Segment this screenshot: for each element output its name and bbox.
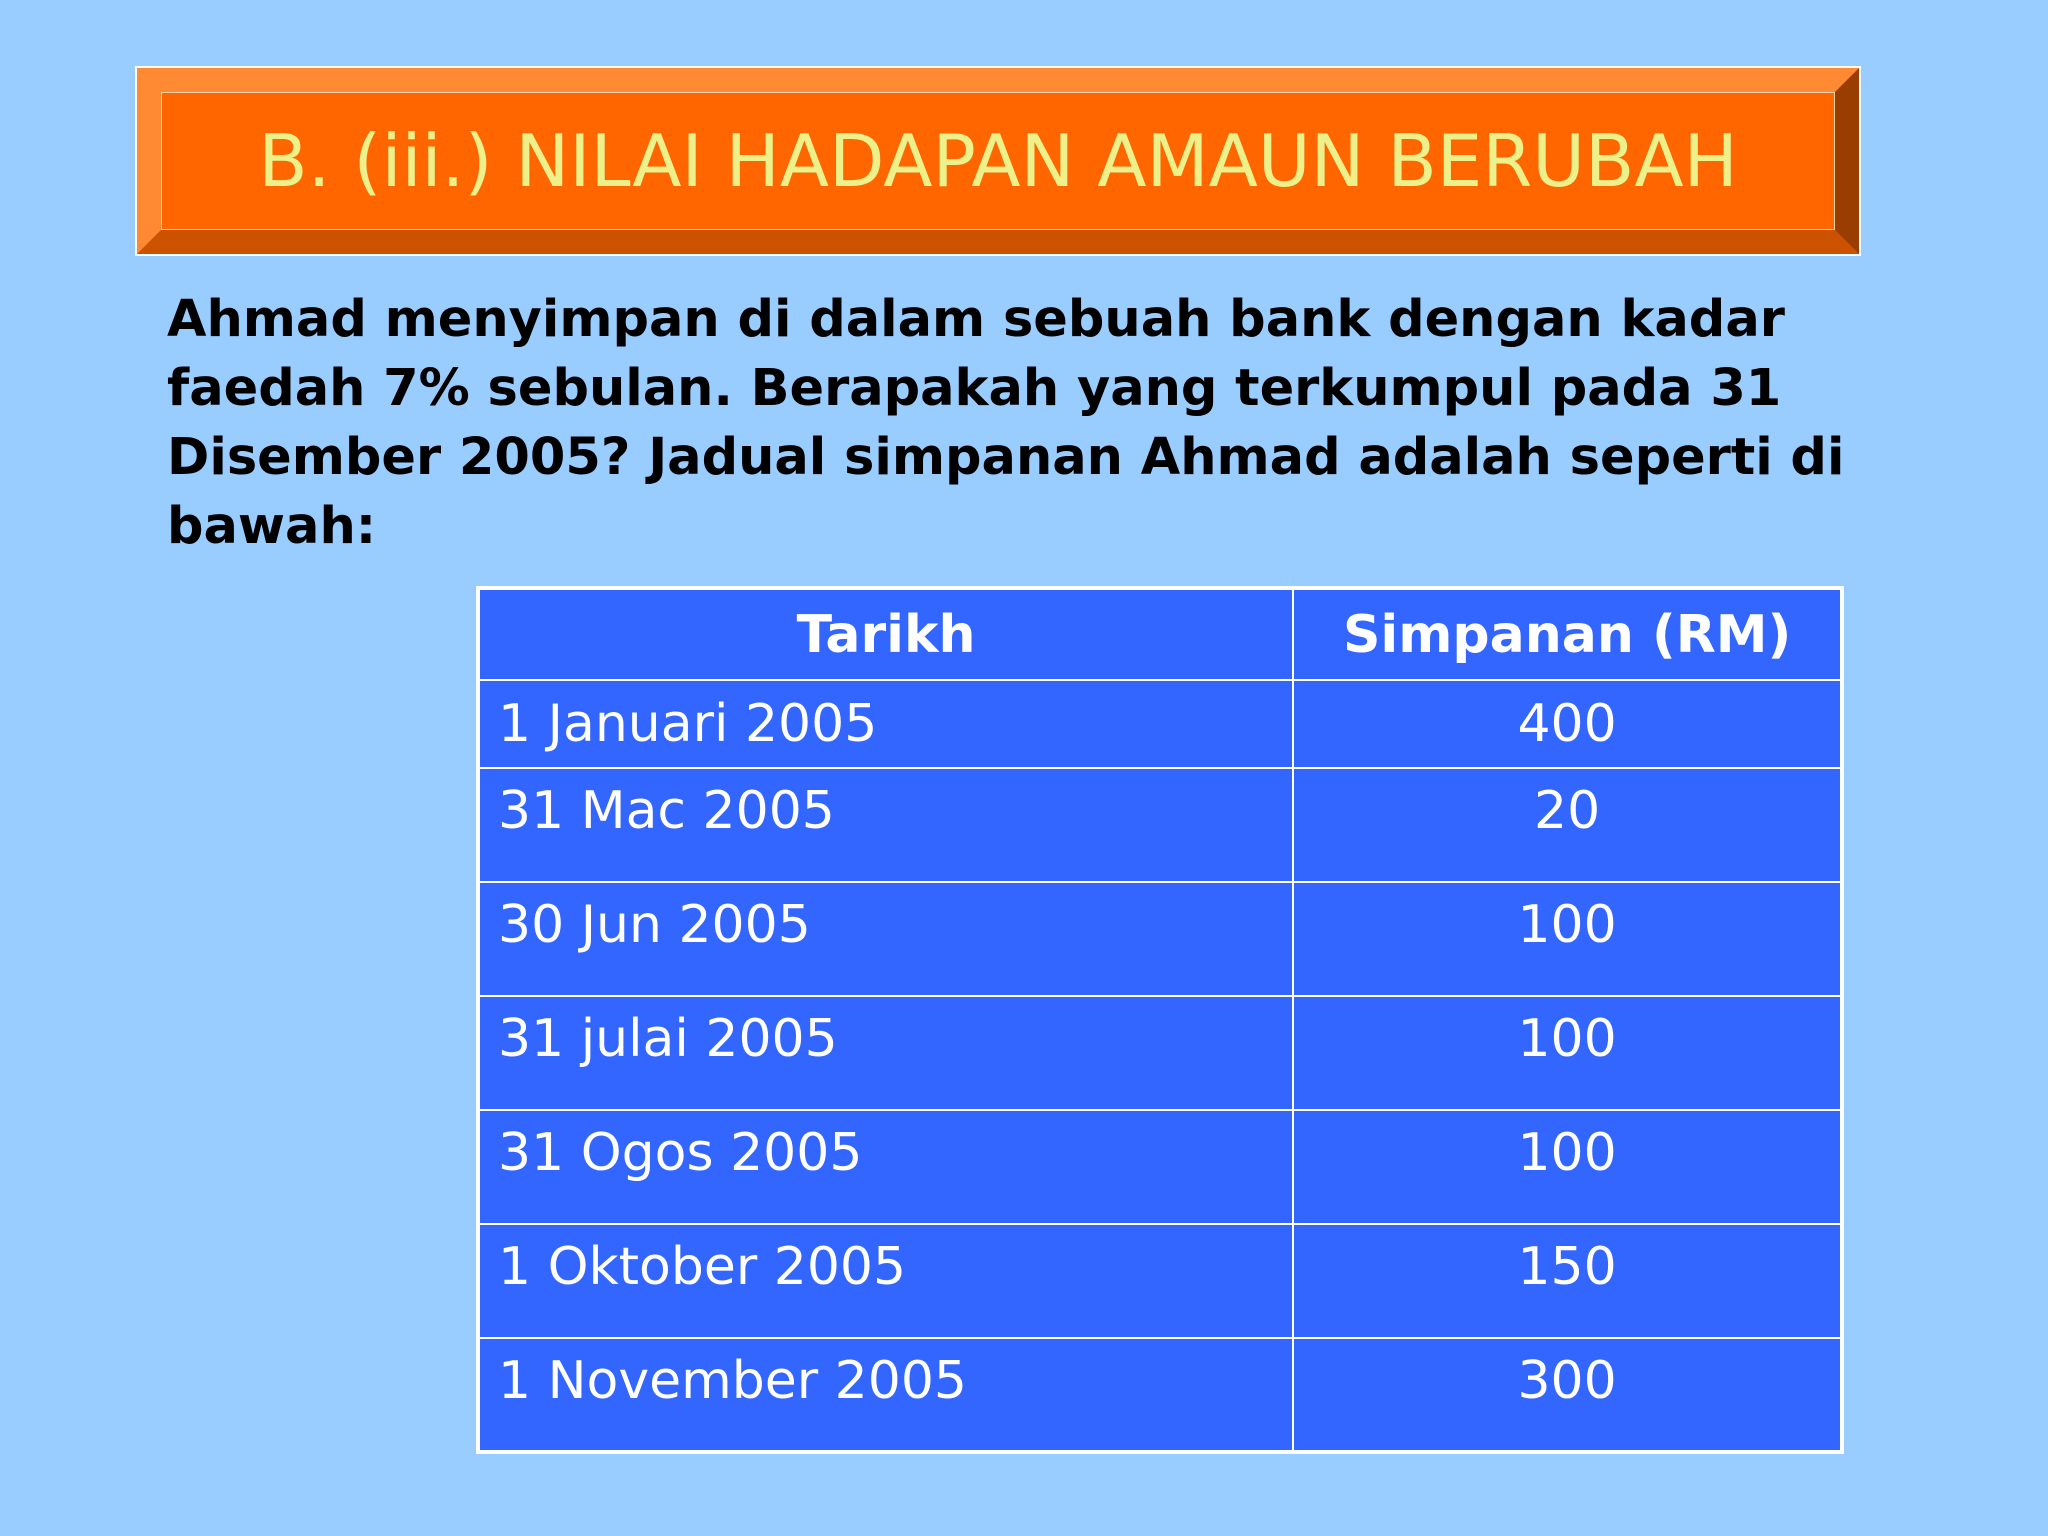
cell-amount: 400 (1293, 680, 1842, 768)
question-text: Ahmad menyimpan di dalam sebuah bank dengan kadar faedah 7% sebulan. Berapakah yang terkumpul pada 31 Disember 2005? Jadual simpanan Ahmad adalah seperti di bawah: (167, 290, 1845, 556)
table-row (478, 1338, 1842, 1452)
cell-amount: 20 (1293, 768, 1842, 882)
table-row (478, 768, 1842, 882)
cell-date: 31 julai 2005 (478, 996, 1293, 1110)
cell-amount: 100 (1293, 882, 1842, 996)
table-row (478, 996, 1842, 1110)
cell-date: 1 November 2005 (478, 1338, 1293, 1452)
table-row (478, 1110, 1842, 1224)
banner-bevel-bottom (137, 230, 1859, 254)
slide-title: B. (iii.) NILAI HADAPAN AMAUN BERUBAH (258, 119, 1738, 203)
cell-date: 1 Oktober 2005 (478, 1224, 1293, 1338)
cell-date: 30 Jun 2005 (478, 882, 1293, 996)
header-date: Tarikh (478, 588, 1293, 680)
banner-bevel-right (1835, 68, 1859, 254)
deposit-table (476, 586, 1844, 1454)
cell-date: 31 Ogos 2005 (478, 1110, 1293, 1224)
banner-face (161, 92, 1835, 230)
cell-date: 1 Januari 2005 (478, 680, 1293, 768)
banner-bevel-top (137, 68, 1859, 92)
header-amount: Simpanan (RM) (1293, 588, 1842, 680)
cell-amount: 150 (1293, 1224, 1842, 1338)
banner-bevel-left (137, 68, 161, 254)
cell-amount: 100 (1293, 996, 1842, 1110)
title-banner (135, 66, 1861, 256)
table-row (478, 1224, 1842, 1338)
table-row (478, 680, 1842, 768)
cell-amount: 300 (1293, 1338, 1842, 1452)
table-row (478, 882, 1842, 996)
cell-date: 31 Mac 2005 (478, 768, 1293, 882)
cell-amount: 100 (1293, 1110, 1842, 1224)
table-header-row (478, 588, 1842, 680)
